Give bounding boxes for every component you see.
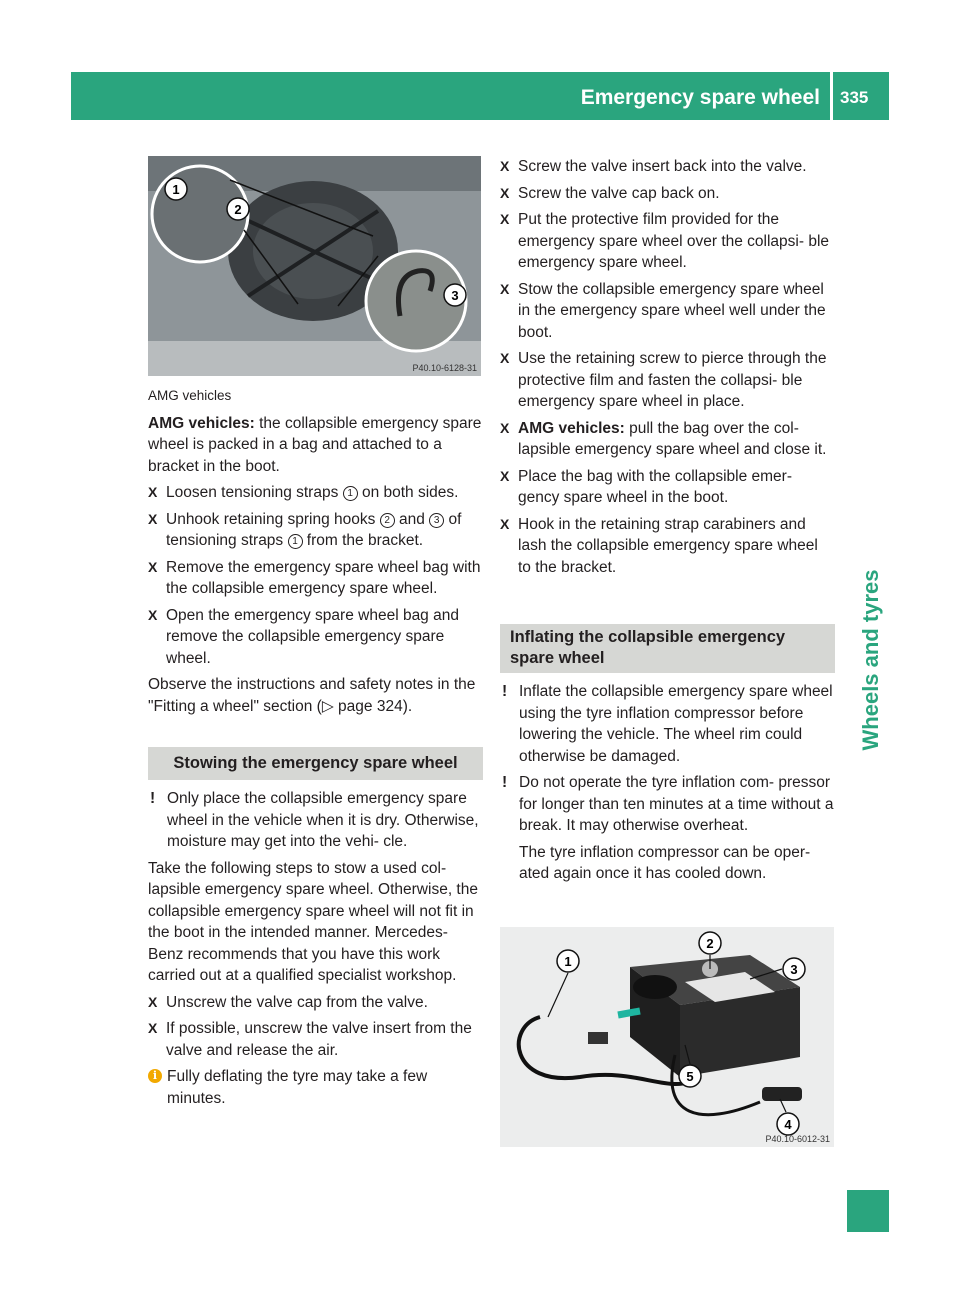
step-item: X Open the emergency spare wheel bag and remove the collapsible emergency spare wheel.	[148, 606, 459, 667]
step-marker: X	[148, 1020, 158, 1036]
warning-icon: !	[502, 683, 508, 700]
step-marker: X	[500, 515, 510, 532]
step-item: X Loosen tensioning straps 1 on both sides.	[148, 482, 483, 504]
step-marker: X	[500, 419, 510, 436]
warning-icon: !	[502, 774, 508, 791]
step-marker: X	[500, 184, 510, 201]
step-item: X Unscrew the valve cap from the valve.	[148, 992, 483, 1014]
step-marker: X	[148, 484, 158, 500]
ref-badge: 1	[343, 486, 358, 501]
ref-badge: 1	[288, 534, 303, 549]
step-marker: X	[500, 350, 510, 366]
svg-text:3: 3	[451, 288, 459, 303]
warning-continuation: The tyre inflation compressor can be oper- ated again once it has cooled down.	[519, 843, 811, 882]
amg-boot-figure	[148, 156, 481, 376]
body-paragraph: Take the following steps to stow a used col- lapsible emergency spare wheel. Otherwise, the collapsible emergency spare wheel will not fit in the boot in the intended manner. Mercedes-Benz recommends that you have this work carried out at a qualified specialist workshop.	[148, 859, 478, 984]
svg-text:1: 1	[172, 182, 180, 197]
right-column	[500, 156, 835, 890]
step-item: X Stow the collapsible emergency spare wheel in the emergency spare wheel well under the boot.	[500, 280, 826, 341]
side-tab-label: Wheels and tyres	[858, 569, 883, 751]
svg-text:3: 3	[790, 962, 798, 977]
intro-text: the collapsible emergency spare wheel is packed in a bag and attached to a bracket in the boot.	[148, 414, 482, 475]
header-divider	[830, 72, 833, 120]
step-item: X Use the retaining screw to pierce through the protective film and fasten the collapsi- ble emergency spare wheel in place.	[500, 350, 827, 410]
step-marker: X	[500, 158, 510, 174]
warning-note: ! Do not operate the tyre inflation com- pressor for longer than ten minutes at a time without a break. It may otherwise overheat.	[502, 774, 834, 834]
svg-text:5: 5	[686, 1069, 694, 1084]
step-item: X AMG vehicles: pull the bag over the col- lapsible emergency spare wheel and close it.	[500, 419, 827, 458]
warning-icon: !	[150, 790, 156, 807]
step-marker: X	[148, 993, 158, 1010]
step-item: X Place the bag with the collapsible emer- gency spare wheel in the boot.	[500, 467, 792, 506]
svg-text:4: 4	[784, 1117, 792, 1132]
warning-note: ! Inflate the collapsible emergency spare wheel using the tyre inflation compressor before lowering the vehicle. The wheel rim could otherwise be damaged.	[502, 683, 833, 765]
intro-paragraph	[148, 413, 483, 478]
warning-note: ! Only place the collapsible emergency spare wheel in the vehicle when it is dry. Otherwise, moisture may get into the vehi- cle.	[150, 790, 479, 850]
figure-code: P40.10-6012-31	[765, 1134, 830, 1144]
callout-1	[165, 178, 187, 200]
step-marker: X	[148, 558, 158, 575]
callout-4	[777, 1113, 799, 1135]
info-icon: i	[148, 1069, 162, 1083]
step-item: X If possible, unscrew the valve insert from the valve and release the air.	[148, 1020, 472, 1059]
step-item: X Hook in the retaining strap carabiners and lash the collapsible emergency spare wheel to the bracket.	[500, 515, 818, 576]
observe-paragraph: Observe the instructions and safety notes in the "Fitting a wheel" section (▷ page 324).	[148, 676, 476, 715]
step-marker: X	[500, 280, 510, 297]
step-marker: X	[148, 606, 158, 623]
info-note: i Fully deflating the tyre may take a few minutes.	[148, 1066, 483, 1109]
step-item: X Remove the emergency spare wheel bag with the collapsible emergency spare wheel.	[148, 558, 481, 597]
step-marker: X	[148, 510, 158, 527]
ref-badge: 3	[429, 513, 444, 528]
svg-text:2: 2	[706, 936, 714, 951]
callout-3	[783, 958, 805, 980]
step-item: X Screw the valve insert back into the valve.	[500, 156, 835, 178]
step-item: X Unhook retaining spring hooks 2 and 3 of tensioning straps 1 from the bracket.	[148, 510, 462, 549]
amg-boot-illustration	[148, 156, 481, 376]
compressor-figure	[500, 927, 834, 1147]
callout-2	[227, 198, 249, 220]
callout-5	[679, 1065, 701, 1087]
ref-badge: 2	[380, 513, 395, 528]
callout-1	[557, 950, 579, 972]
svg-text:1: 1	[564, 954, 572, 969]
intro-bold: AMG vehicles:	[148, 414, 255, 432]
side-tab-label-wrap	[847, 560, 895, 760]
svg-text:2: 2	[234, 202, 242, 217]
callout-2	[699, 932, 721, 954]
step-marker: X	[500, 211, 510, 227]
step-item: X Screw the valve cap back on.	[500, 183, 835, 205]
figure-code: P40.10-6128-31	[412, 363, 477, 373]
side-tab-block	[847, 1190, 889, 1232]
header-title: Emergency spare wheel	[580, 86, 820, 109]
page-number: 335	[840, 88, 869, 107]
callout-3	[444, 284, 466, 306]
left-column	[148, 385, 483, 1114]
step-marker: X	[500, 467, 510, 484]
section-heading: Stowing the emergency spare wheel	[148, 747, 483, 780]
compressor-illustration	[500, 927, 834, 1147]
figure-caption: AMG vehicles	[148, 388, 232, 403]
step-item: X Put the protective film provided for the emergency spare wheel over the collapsi- ble emergency spare wheel.	[500, 211, 830, 271]
section-heading: Inflating the collapsible emergency spare wheel	[500, 624, 835, 673]
